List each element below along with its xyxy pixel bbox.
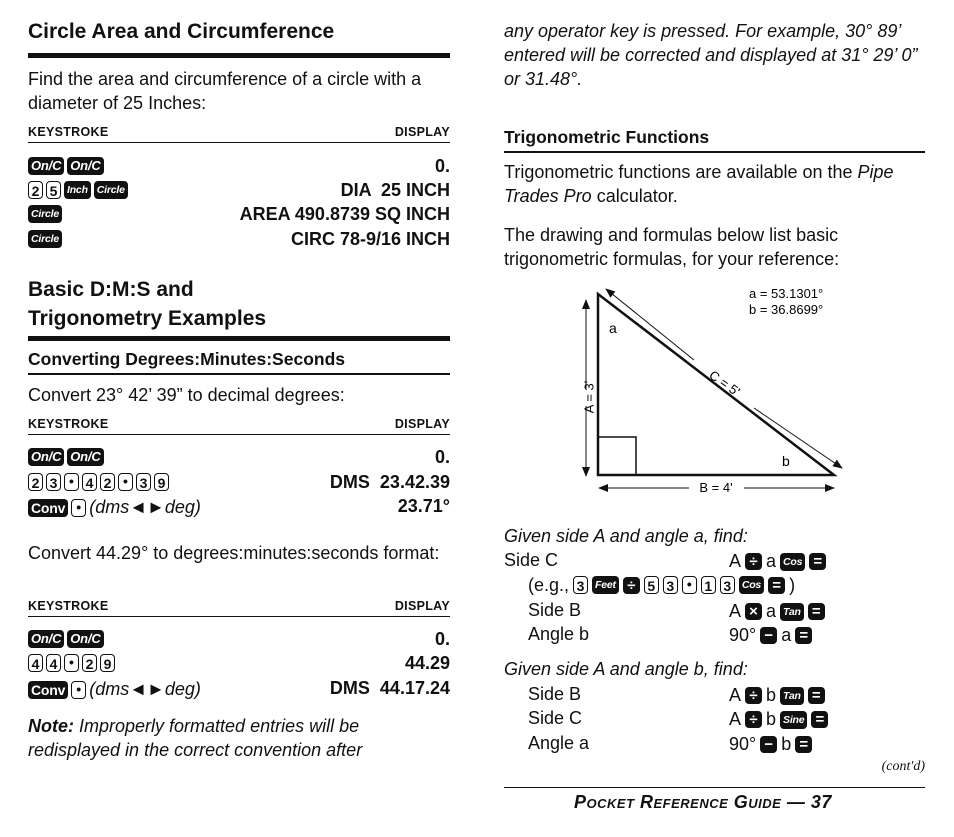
on-c-key: On/C xyxy=(28,448,64,466)
trig-text-part: calculator. xyxy=(591,186,678,206)
divider xyxy=(28,373,450,375)
digit-key: 2 xyxy=(100,473,115,491)
decimal-key: • xyxy=(71,681,86,699)
divide-key: ÷ xyxy=(745,553,762,570)
on-c-key: On/C xyxy=(67,448,103,466)
formula-text: b xyxy=(781,734,792,754)
keystroke-row xyxy=(28,204,450,228)
digit-key: 3 xyxy=(720,576,735,594)
equals-key: = xyxy=(808,603,825,620)
digit-key: 4 xyxy=(82,473,97,491)
angle-a-label: a xyxy=(609,320,617,336)
formula-label: Side B xyxy=(528,600,582,620)
example-close: ) xyxy=(789,575,796,595)
formula xyxy=(729,734,812,755)
decimal-key: • xyxy=(682,576,697,594)
digit-key: 5 xyxy=(644,576,659,594)
side-a-label: A = 3' xyxy=(581,380,597,414)
digit-key: 9 xyxy=(154,473,169,491)
footer-rule xyxy=(504,787,925,788)
decimal-key: • xyxy=(71,499,86,517)
equals-key: = xyxy=(808,687,825,704)
digit-key: 3 xyxy=(136,473,151,491)
divider xyxy=(28,434,450,435)
tan-key: Tan xyxy=(780,687,804,705)
angle-b-label: b xyxy=(782,453,790,469)
digit-key: 5 xyxy=(46,181,61,199)
minus-key: − xyxy=(760,736,777,753)
circle-key: Circle xyxy=(94,181,128,199)
multiply-key: × xyxy=(745,603,762,620)
trig-text xyxy=(504,160,925,208)
tan-key: Tan xyxy=(780,603,804,621)
keystroke-row xyxy=(28,180,450,204)
formula-label: Side C xyxy=(504,550,559,570)
dms-subtitle: Converting Degrees:Minutes:Seconds xyxy=(28,349,345,369)
decimal-key: • xyxy=(64,473,79,491)
on-c-key: On/C xyxy=(67,157,103,175)
keystroke-row xyxy=(28,629,450,653)
footer: Pocket Reference Guide — 37 xyxy=(574,792,832,812)
dms-title-line: Trigonometry Examples xyxy=(28,307,267,330)
decimal-key: • xyxy=(64,654,79,672)
display-header: DISPLAY xyxy=(394,417,450,431)
side-c-arrow xyxy=(754,408,842,468)
keystroke-row xyxy=(28,653,450,677)
given-heading: Given side A and angle b, find: xyxy=(504,659,748,679)
formula-text: A xyxy=(729,551,742,571)
digit-key: 3 xyxy=(573,576,588,594)
inch-key: Inch xyxy=(64,181,91,199)
formula xyxy=(729,551,826,572)
formula-text: a xyxy=(781,625,792,645)
divider xyxy=(28,142,450,143)
equals-key: = xyxy=(809,553,826,570)
divide-key: ÷ xyxy=(623,577,640,594)
digit-key: 4 xyxy=(46,654,61,672)
formula-text: 90° xyxy=(729,625,757,645)
sine-key: Sine xyxy=(780,711,807,729)
circle-title: Circle Area and Circumference xyxy=(28,20,335,43)
side-c-arrow xyxy=(606,289,694,360)
display-header: DISPLAY xyxy=(394,125,450,139)
note-label: Note: xyxy=(28,716,74,736)
trig-title: Trigonometric Functions xyxy=(504,127,710,147)
dms-title-line: Basic D:M:S and xyxy=(28,278,194,301)
keystroke-row xyxy=(28,678,450,702)
product-name: Pipe Trades Pro xyxy=(504,162,894,206)
formula xyxy=(729,601,825,622)
display-value: DMS 44.17.24 xyxy=(329,678,450,698)
display-value: 0. xyxy=(434,629,450,649)
example-open: (e.g., xyxy=(528,575,570,595)
equals-key: = xyxy=(811,711,828,728)
keystroke-header: KEYSTROKE xyxy=(28,417,109,431)
feet-key: Feet xyxy=(592,576,619,594)
cos-key: Cos xyxy=(739,576,764,594)
digit-key: 2 xyxy=(28,473,43,491)
divide-key: ÷ xyxy=(745,687,762,704)
note xyxy=(28,714,450,762)
minus-key: − xyxy=(760,627,777,644)
keystroke-header: KEYSTROKE xyxy=(28,599,109,613)
formula xyxy=(729,625,812,646)
example-row xyxy=(528,573,795,597)
decimal-key: • xyxy=(118,473,133,491)
keystroke-row xyxy=(28,496,450,520)
triangle-diagram xyxy=(569,280,859,500)
digit-key: 2 xyxy=(28,181,43,199)
angle-a-value: a = 53.1301° xyxy=(749,286,824,301)
keystroke-row xyxy=(28,447,450,471)
dms-deg-label: (dms◄►deg) xyxy=(89,497,201,517)
digit-key: 2 xyxy=(82,654,97,672)
conv-key: Conv xyxy=(28,499,68,517)
formula-text: b xyxy=(766,685,777,705)
formula-text: A xyxy=(729,601,742,621)
digit-key: 4 xyxy=(28,654,43,672)
right-angle-marker xyxy=(598,437,636,475)
on-c-key: On/C xyxy=(67,630,103,648)
formula-text: 90° xyxy=(729,734,757,754)
divider xyxy=(28,616,450,617)
digit-key: 3 xyxy=(663,576,678,594)
circle-instructions: Find the area and circumference of a circle with a diameter of 25 Inches: xyxy=(28,69,422,113)
display-value: AREA 490.8739 SQ INCH xyxy=(239,204,450,224)
formula-text: b xyxy=(766,709,777,729)
digit-key: 9 xyxy=(100,654,115,672)
digit-key: 3 xyxy=(46,473,61,491)
divide-key: ÷ xyxy=(745,711,762,728)
circle-key: Circle xyxy=(28,205,62,223)
formula xyxy=(729,709,828,730)
on-c-key: On/C xyxy=(28,630,64,648)
display-value: 44.29 xyxy=(404,653,450,673)
display-value: 23.71° xyxy=(397,496,450,516)
formula-text: a xyxy=(766,551,777,571)
formula-label: Side C xyxy=(528,708,583,728)
display-value: DMS 23.42.39 xyxy=(329,472,450,492)
angle-b-value: b = 36.8699° xyxy=(749,302,824,317)
continued-text: any operator key is pressed. For example, 30° 89’ entered will be corrected and displayed at 31° 29’ 0” or 31.48°. xyxy=(504,21,918,89)
divider xyxy=(504,151,925,153)
keystroke-header: KEYSTROKE xyxy=(28,125,109,139)
cos-key: Cos xyxy=(780,553,805,571)
convert-instructions: Convert 23° 42’ 39” to decimal degrees: xyxy=(28,385,345,405)
given-heading: Given side A and angle a, find: xyxy=(504,526,748,546)
trig-text-part: Trigonometric functions are available on the xyxy=(504,162,858,182)
circle-key: Circle xyxy=(28,230,62,248)
equals-key: = xyxy=(795,627,812,644)
side-b-label: B = 4' xyxy=(699,480,733,495)
display-value: CIRC 78-9/16 INCH xyxy=(290,229,450,249)
display-value: 0. xyxy=(434,447,450,467)
formula-label: Angle a xyxy=(528,733,590,753)
formula xyxy=(729,685,825,706)
convert-instructions: Convert 44.29° to degrees:minutes:seconds format: xyxy=(28,543,440,563)
trig-text: The drawing and formulas below list basic trigonometric formulas, for your reference: xyxy=(504,225,840,269)
formula-label: Angle b xyxy=(528,624,590,644)
divider xyxy=(28,336,450,341)
equals-key: = xyxy=(795,736,812,753)
equals-key: = xyxy=(768,577,785,594)
note-text: Improperly formatted entries will be redisplayed in the correct convention after xyxy=(28,716,363,760)
dms-deg-label: (dms◄►deg) xyxy=(89,679,201,699)
formula-text: A xyxy=(729,709,742,729)
side-c-label: C = 5' xyxy=(706,367,743,400)
formula-text: a xyxy=(766,601,777,621)
divider xyxy=(28,53,450,58)
formula-text: A xyxy=(729,685,742,705)
keystroke-row xyxy=(28,156,450,180)
conv-key: Conv xyxy=(28,681,68,699)
display-value: 0. xyxy=(434,156,450,176)
digit-key: 1 xyxy=(701,576,716,594)
dms-title xyxy=(28,275,266,333)
display-value: DIA 25 INCH xyxy=(340,180,450,200)
display-header: DISPLAY xyxy=(394,599,450,613)
keystroke-row xyxy=(28,472,450,496)
formula-label: Side B xyxy=(528,684,582,704)
keystroke-row xyxy=(28,229,450,253)
continued-label: (cont'd) xyxy=(881,759,925,774)
on-c-key: On/C xyxy=(28,157,64,175)
